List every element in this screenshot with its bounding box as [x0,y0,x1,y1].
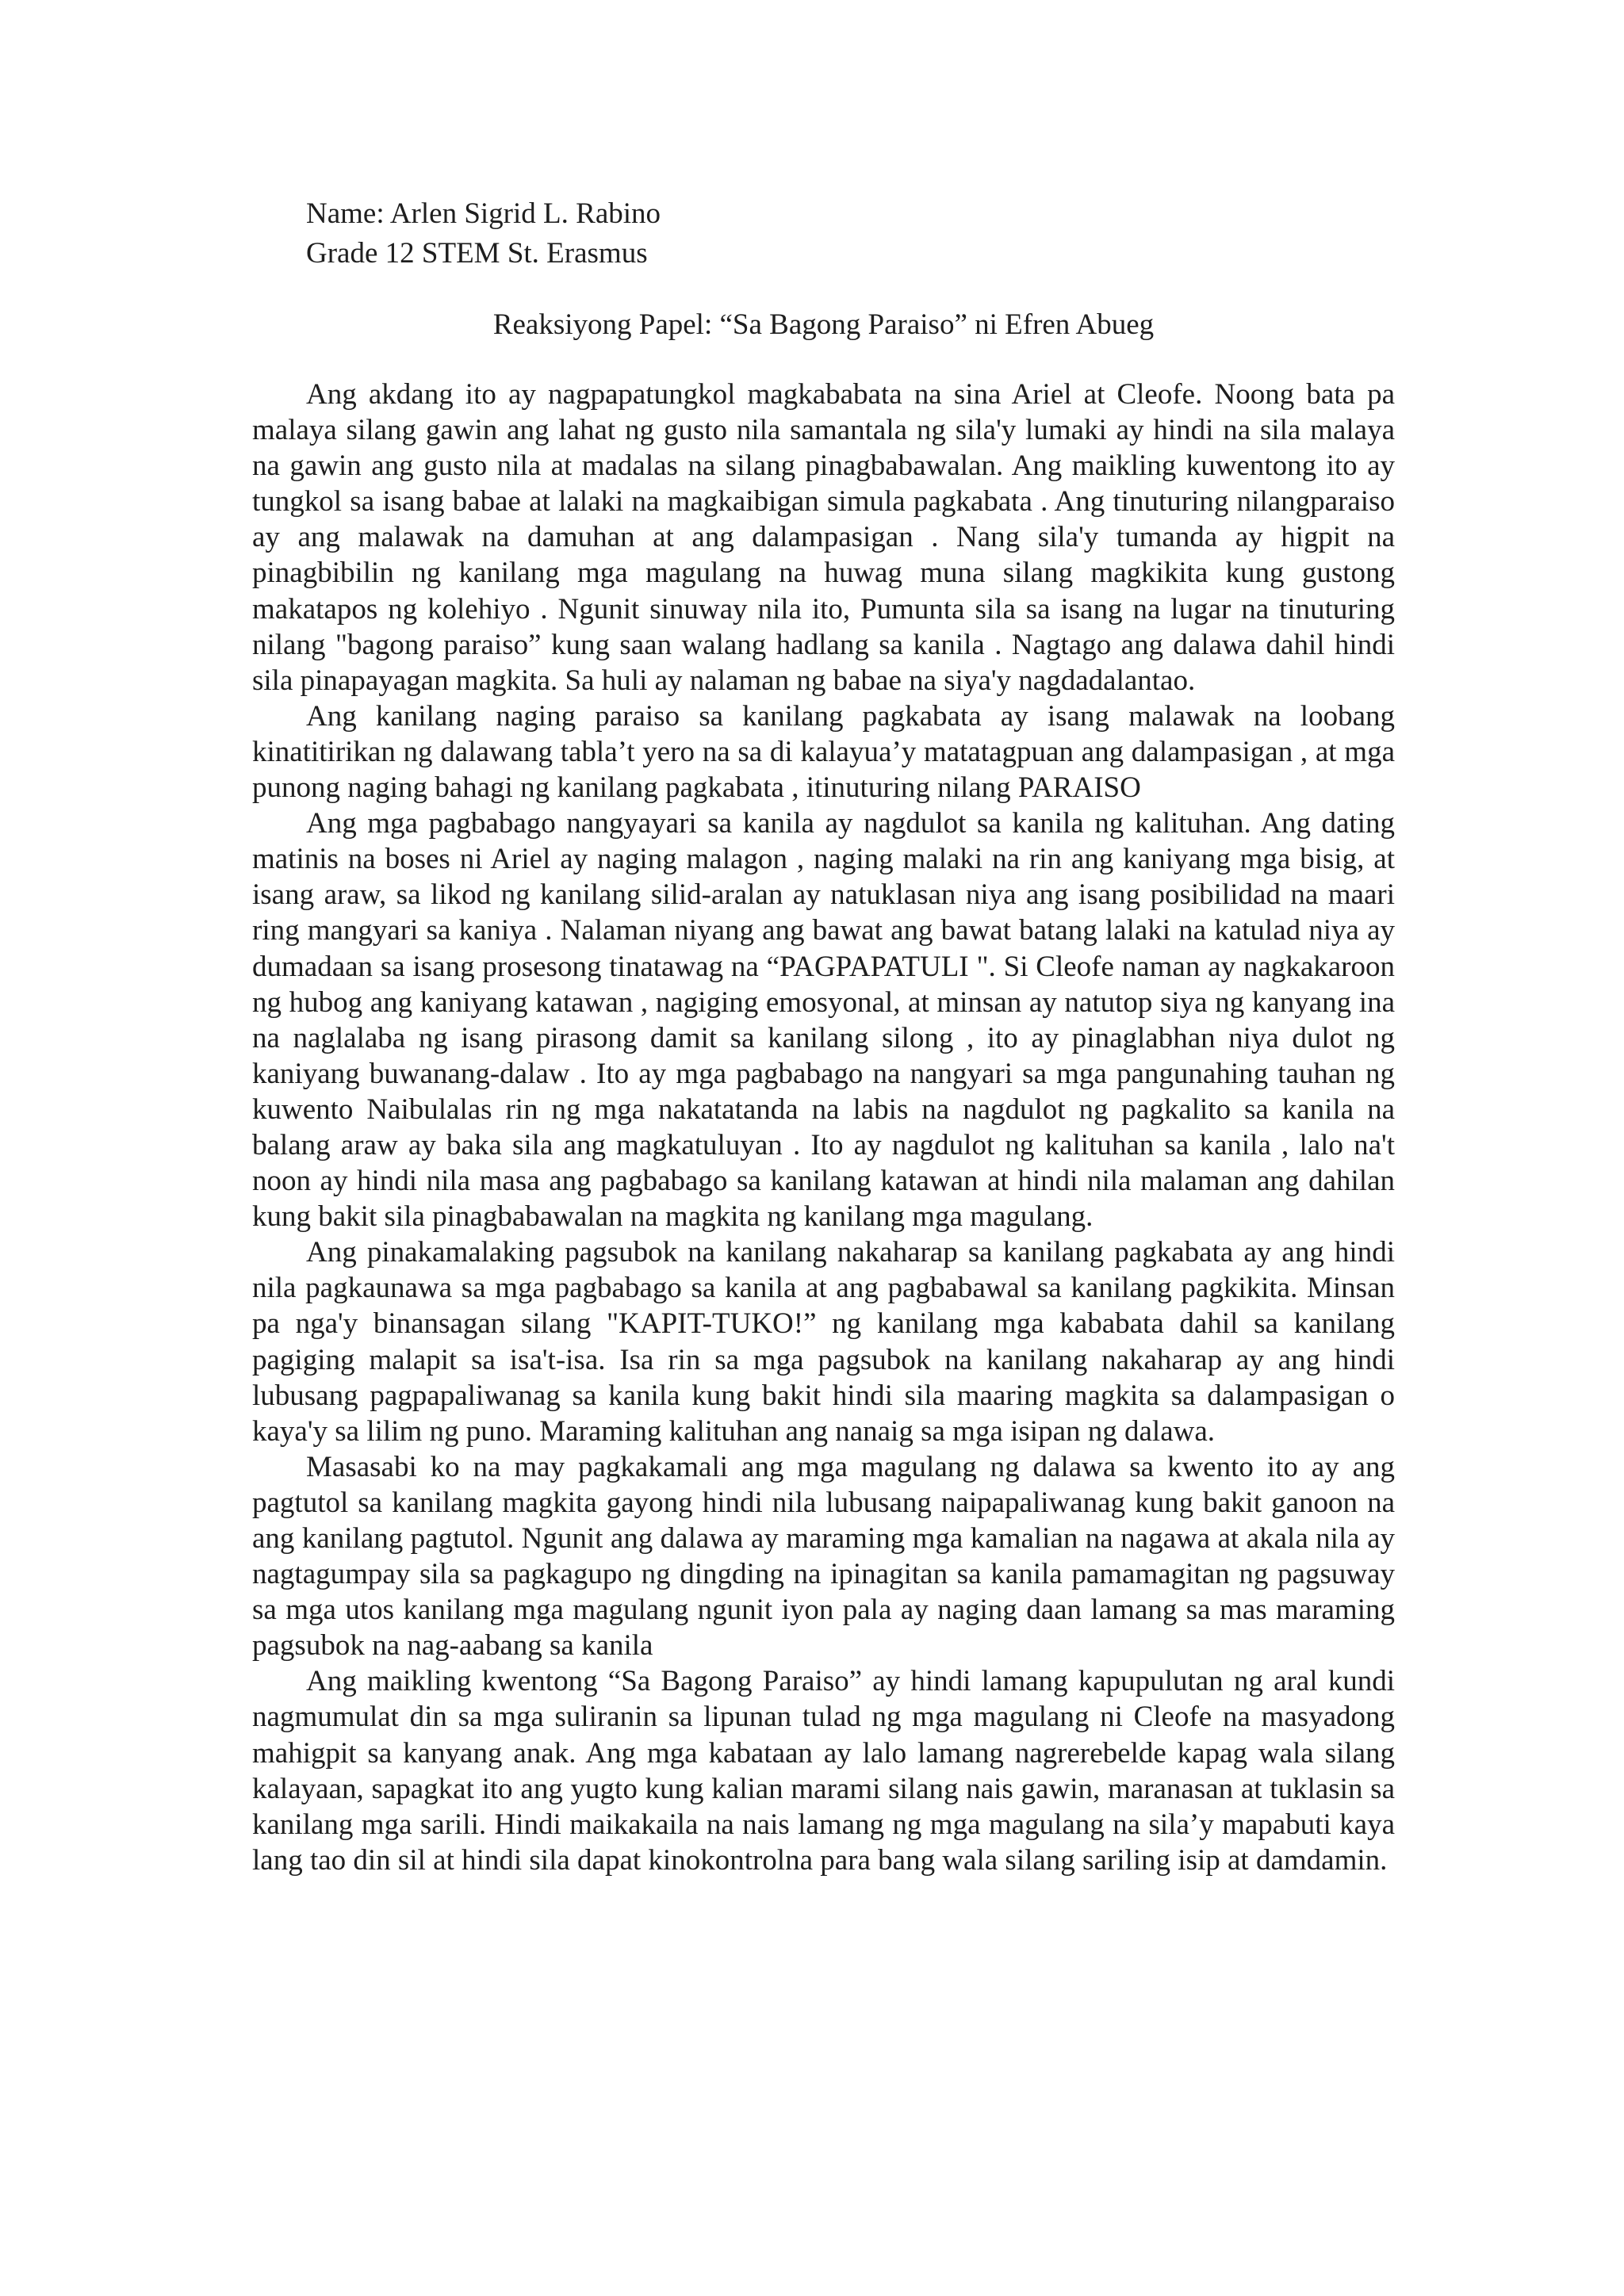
paragraph-5: Masasabi ko na may pagkakamali ang mga magulang ng dalawa sa kwento ito ay ang pagtutol sa kanilang magkita gayong hindi nila lubusang naipapaliwanag kung bakit ganoon na ang kanilang pagtutol. Ngunit ang dalawa ay maraming mga kamalian na nagawa at akala nila ay nagtagumpay sila sa pagkagupo ng dingding na ipinagitan sa kanila pamamagitan ng pagsuway sa mga utos kanilang mga magulang ngunit iyon pala ay naging daan lamang sa mas maraming pagsubok na nag-aabang sa kanila [252,1450,1395,1663]
essay-body [252,377,1395,1878]
paragraph-2: Ang kanilang naging paraiso sa kanilang pagkabata ay isang malawak na loobang kinatitirikan ng dalawang tabla’t yero na sa di kalayua’y matatagpuan ang dalampasigan , at mga punong naging bahagi ng kanilang pagkabata , itinuturing nilang PARAISO [252,699,1395,805]
paragraph-1: Ang akdang ito ay nagpapatungkol magkababata na sina Ariel at Cleofe. Noong bata pa malaya silang gawin ang lahat ng gusto nila samantala ng sila'y lumaki ay hindi na sila malaya na gawin ang gusto nila at madalas na silang pinagbabawalan. Ang maikling kuwentong ito ay tungkol sa isang babae at lalaki na magkaibigan simula pagkabata . Ang tinuturing nilangparaiso ay ang malawak na damuhan at ang dalampasigan . Nang sila'y tumanda ay higpit na pinagbibilin ng kanilang mga magulang na huwag muna silang magkikita kung gustong makatapos ng kolehiyo . Ngunit sinuway nila ito, Pumunta sila sa isang na lugar na tinuturing nilang "bagong paraiso” kung saan walang hadlang sa kanila . Nagtago ang dalawa dahil hindi sila pinapayagan magkita. Sa huli ay nalaman ng babae na siya'y nagdadalantao. [252,378,1395,697]
document-title: Reaksiyong Papel: “Sa Bagong Paraiso” ni Efren Abueg [492,308,1155,341]
paragraph-4: Ang pinakamalaking pagsubok na kanilang nakaharap sa kanilang pagkabata ay ang hindi nila pagkaunawa sa mga pagbabago sa kanila at ang pagbabawal sa kanilang pagkikita. Minsan pa nga'y binansagan silang "KAPIT-TUKO!” ng kanilang mga kababata dahil sa kanilang pagiging malapit sa isa't-isa. Isa rin sa mga pagsubok na kanilang nakaharap ay ang hindi lubusang pagpapaliwanag sa kanila kung bakit hindi sila maaring magkita sa dalampasigan o kaya'y sa lilim ng puno. Maraming kalituhan ang nanaig sa mga isipan ng dalawa. [252,1236,1395,1448]
paragraph-3: Ang mga pagbabago nangyayari sa kanila ay nagdulot sa kanila ng kalituhan. Ang dating matinis na boses ni Ariel ay naging malagon , naging malaki na rin ang kaniyang mga bisig, at isang araw, sa likod ng kanilang silid-aralan ay natuklasan niya ang isang posibilidad na maari ring mangyari sa kaniya . Nalaman niyang ang bawat ang bawat batang lalaki na katulad niya ay dumadaan sa isang prosesong tinatawag na “PAGPAPATULI ". Si Cleofe naman ay nagkakaroon ng hubog ang kaniyang katawan , nagiging emosyonal, at minsan ay natutop siya ng kanyang ina na naglalaba ng isang pirasong damit sa kanilang silong , ito ay pinaglabhan niya dulot ng kaniyang buwanang-dalaw . Ito ay mga pagbabago na nangyari sa mga pangunahing tauhan ng kuwento Naibulalas rin ng mga nakatatanda na labis na nagdulot ng pagkalito sa kanila na balang araw ay baka sila ang magkatuluyan . Ito ay nagdulot ng kalituhan sa kanila , lalo na't noon ay hindi nila masa ang pagbabago sa kanilang katawan at hindi nila malaman ang dahilan kung bakit sila pinagbabawalan na magkita ng kanilang mga magulang. [252,807,1395,1234]
student-name: Name: Arlen Sigrid L. Rabino [306,197,661,230]
student-info [306,194,661,274]
student-grade-section: Grade 12 STEM St. Erasmus [306,237,648,270]
paragraph-6: Ang maikling kwentong “Sa Bagong Paraiso” ay hindi lamang kapupulutan ng aral kundi nagmumulat din sa mga suliranin sa lipunan tulad ng mga magulang ni Cleofe na masyadong mahigpit sa kanyang anak. Ang mga kabataan ay lalo lamang nagrerebelde kapag wala silang kalayaan, sapagkat ito ang yugto kung kalian marami silang nais gawin, maranasan at tuklasin sa kanilang mga sarili. Hindi maikakaila na nais lamang ng mga magulang na sila’y mapabuti kaya lang tao din sil at hindi sila dapat kinokontrolna para bang wala silang sariling isip at damdamin. [252,1665,1395,1877]
